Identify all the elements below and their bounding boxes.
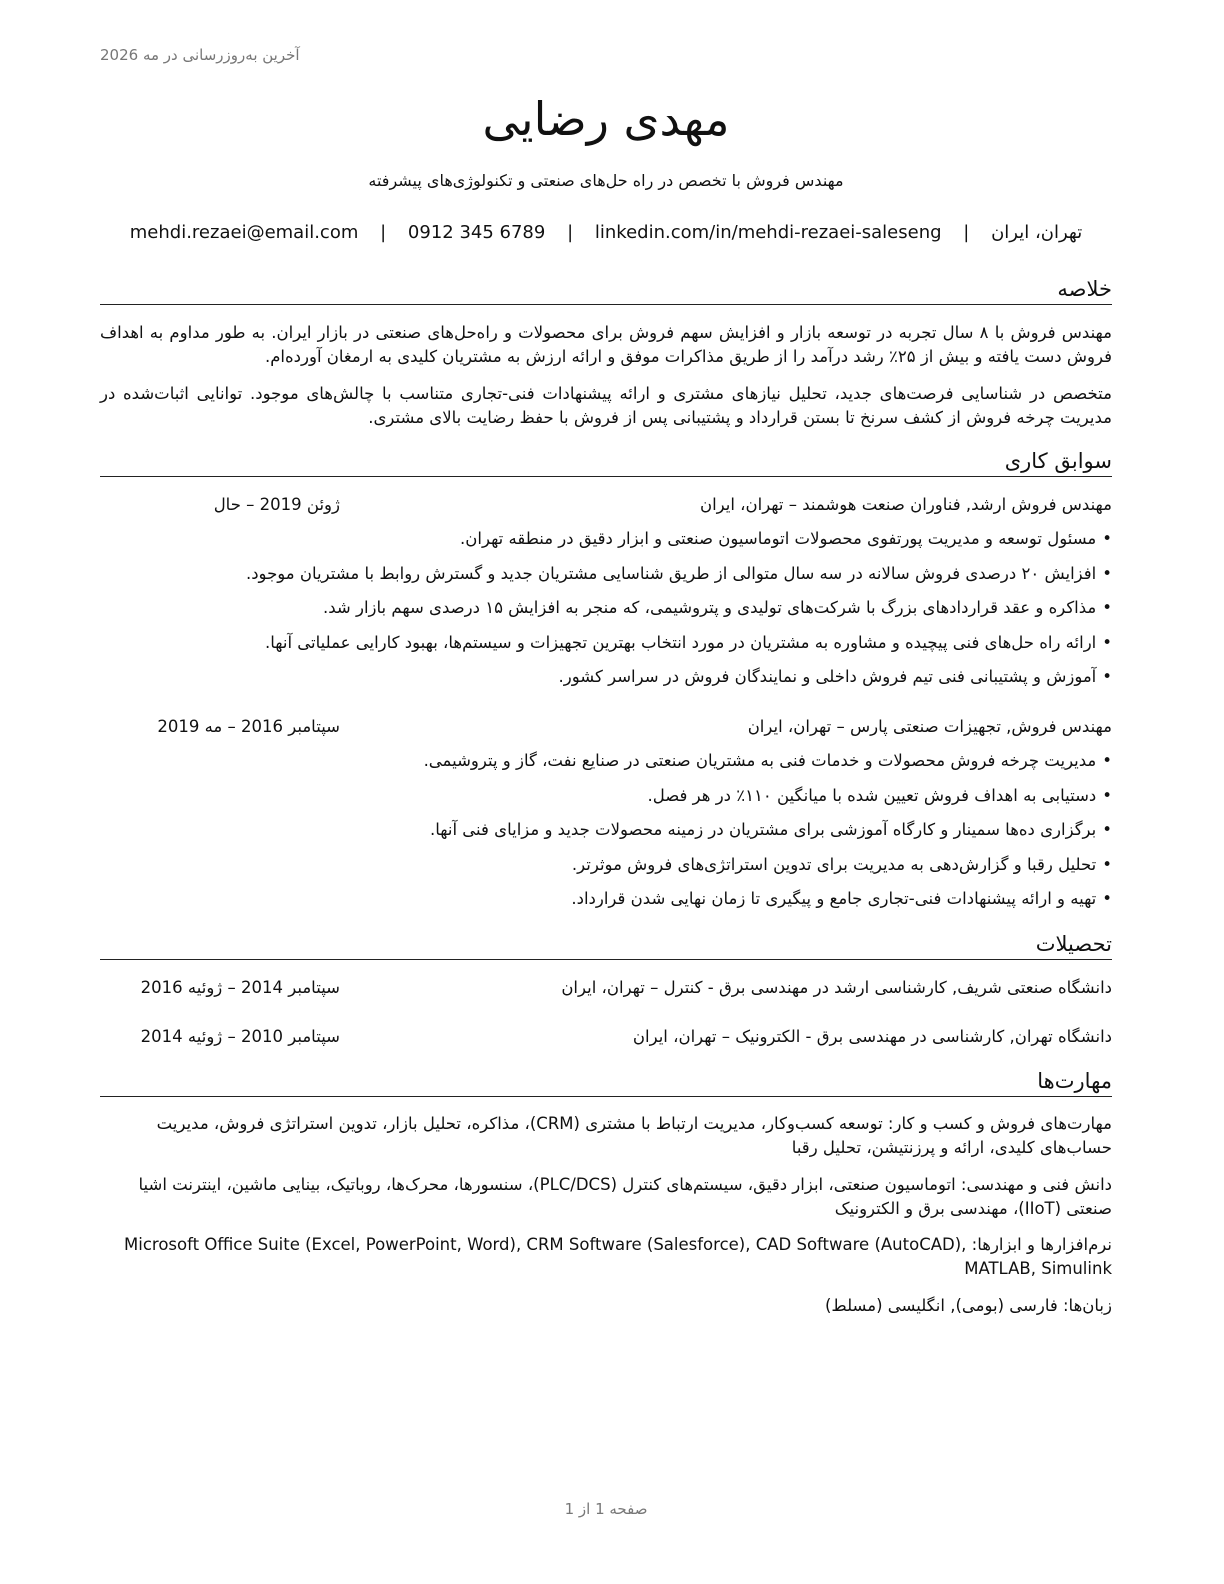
job-bullet: • آموزش و پشتیبانی فنی تیم فروش داخلی و نمایندگان فروش در سراسر کشور.: [100, 666, 1112, 701]
skill-group-business: مهارت‌های فروش و کسب و کار: توسعه کسب‌وکار، مدیریت ارتباط با مشتری (CRM)، مذاکره، تحلیل بازار، تدوین استراتژی فروش، مدیریت حساب‌های کلیدی، ارائه و پرزنتیشن، تحلیل رقبا: [156, 1114, 1112, 1157]
job-title: مهندس فروش ارشد, فناوران صنعت هوشمند – تهران، ایران: [699, 495, 1112, 514]
job-bullets: [100, 750, 1112, 923]
section-title-education: تحصیلات: [100, 931, 1112, 960]
job-bullets: [100, 528, 1112, 701]
job-bullet: • تحلیل رقبا و گزارش‌دهی به مدیریت برای تدوین استراتژی‌های فروش موثرتر.: [100, 854, 1112, 889]
section-title-summary: خلاصه: [100, 276, 1112, 305]
candidate-subtitle: مهندس فروش با تخصص در راه حل‌های صنعتی و تکنولوژی‌های پیشرفته: [368, 171, 844, 190]
contact-separator: |: [567, 222, 574, 243]
candidate-name: مهدی رضایی: [482, 92, 730, 146]
education-title: دانشگاه تهران, کارشناسی در مهندسی برق - الکترونیک – تهران، ایران: [632, 1027, 1112, 1046]
contact-phone[interactable]: 0912 345 6789: [407, 222, 546, 243]
job-bullet: • ارائه راه حل‌های فنی پیچیده و مشاوره به مشتریان در مورد انتخاب بهترین تجهیزات و سیستم‌ها، بهبود کارایی عملیاتی آنها.: [100, 632, 1112, 667]
contact-location: تهران، ایران: [991, 222, 1083, 243]
contact-line: [100, 222, 1112, 243]
section-title-experience: سوابق کاری: [100, 448, 1112, 477]
education-date: سپتامبر 2010 – ژوئیه 2014: [140, 1027, 340, 1046]
job-bullet: • تهیه و ارائه پیشنهادات فنی-تجاری جامع و پیگیری تا زمان نهایی شدن قرارداد.: [100, 888, 1112, 923]
education-date: سپتامبر 2014 – ژوئیه 2016: [140, 978, 340, 997]
contact-separator: |: [963, 222, 970, 243]
contact-separator: |: [380, 222, 387, 243]
education-entry: [100, 1026, 1112, 1048]
section-title-skills: مهارت‌ها: [100, 1068, 1112, 1097]
job-bullet: • مدیریت چرخه فروش محصولات و خدمات فنی به مشتریان صنعتی در صنایع نفت، گاز و پتروشیمی.: [100, 750, 1112, 785]
job-bullet: • برگزاری ده‌ها سمینار و کارگاه آموزشی برای مشتریان در زمینه محصولات جدید و مزایای فنی آنها.: [100, 819, 1112, 854]
resume-page: [100, 0, 1112, 1584]
summary-paragraph-1: مهندس فروش با ۸ سال تجربه در توسعه بازار و افزایش سهم فروش برای محصولات و راه‌حل‌های صنعتی در بازار ایران. به طور مداوم به اهداف فروش دست یافته و بیش از ۲۵٪ رشد درآمد را از طریق مذاکرات موفق و ارائه ارزش به مشتریان کلیدی به ارمغان آورده‌ام.: [100, 323, 1112, 366]
page-footer: صفحه 1 از 1: [564, 1500, 648, 1518]
contact-linkedin[interactable]: linkedin.com/in/mehdi-rezaei-saleseng: [594, 222, 942, 243]
skill-group-languages: زبان‌ها: فارسی (بومی), انگلیسی (مسلط): [824, 1296, 1112, 1315]
skill-group-software: نرم‌افزارها و ابزارها: Microsoft Office Suite (Excel, PowerPoint, Word), CRM Software (Salesforce), CAD Software (AutoCAD), MATLAB, Simulink: [124, 1235, 1112, 1278]
skill-group-technical: دانش فنی و مهندسی: اتوماسیون صنعتی، ابزار دقیق، سیستم‌های کنترل (PLC/DCS)، سنسورها، محرک‌ها، روباتیک، بینایی ماشین، اینترنت اشیا صنعتی (IIoT)، مهندسی برق و الکترونیک: [138, 1175, 1112, 1218]
education-title: دانشگاه صنعتی شریف, کارشناسی ارشد در مهندسی برق - کنترل – تهران، ایران: [561, 978, 1112, 997]
job-bullet: • مسئول توسعه و مدیریت پورتفوی محصولات اتوماسیون صنعتی و ابزار دقیق در منطقه تهران.: [100, 528, 1112, 563]
job-bullet: • دستیابی به اهداف فروش تعیین شده با میانگین ۱۱۰٪ در هر فصل.: [100, 785, 1112, 820]
contact-email[interactable]: mehdi.rezaei@email.com: [129, 222, 359, 243]
job-header: [100, 716, 1112, 738]
job-title: مهندس فروش, تجهیزات صنعتی پارس – تهران، ایران: [747, 717, 1112, 736]
job-date: ژوئن 2019 – حال: [213, 495, 340, 514]
last-updated-note: آخرین به‌روزرسانی در مه 2026: [100, 46, 300, 64]
summary-paragraph-2: متخصص در شناسایی فرصت‌های جدید، تحلیل نیازهای مشتری و ارائه پیشنهادات فنی-تجاری متناسب با چالش‌های موجود. توانایی اثبات‌شده در مدیریت چرخه فروش از کشف سرنخ تا بستن قرارداد و پشتیبانی پس از فروش با حفظ رضایت بالای مشتری.: [100, 384, 1112, 427]
job-bullet: • مذاکره و عقد قراردادهای بزرگ با شرکت‌های تولیدی و پتروشیمی، که منجر به افزایش ۱۵ درصدی سهم بازار شد.: [100, 597, 1112, 632]
job-header: [100, 494, 1112, 516]
education-entry: [100, 977, 1112, 999]
job-bullet: • افزایش ۲۰ درصدی فروش سالانه در سه سال متوالی از طریق شناسایی مشتریان جدید و گسترش روابط با مشتریان موجود.: [100, 563, 1112, 598]
job-date: سپتامبر 2016 – مه 2019: [157, 717, 340, 736]
